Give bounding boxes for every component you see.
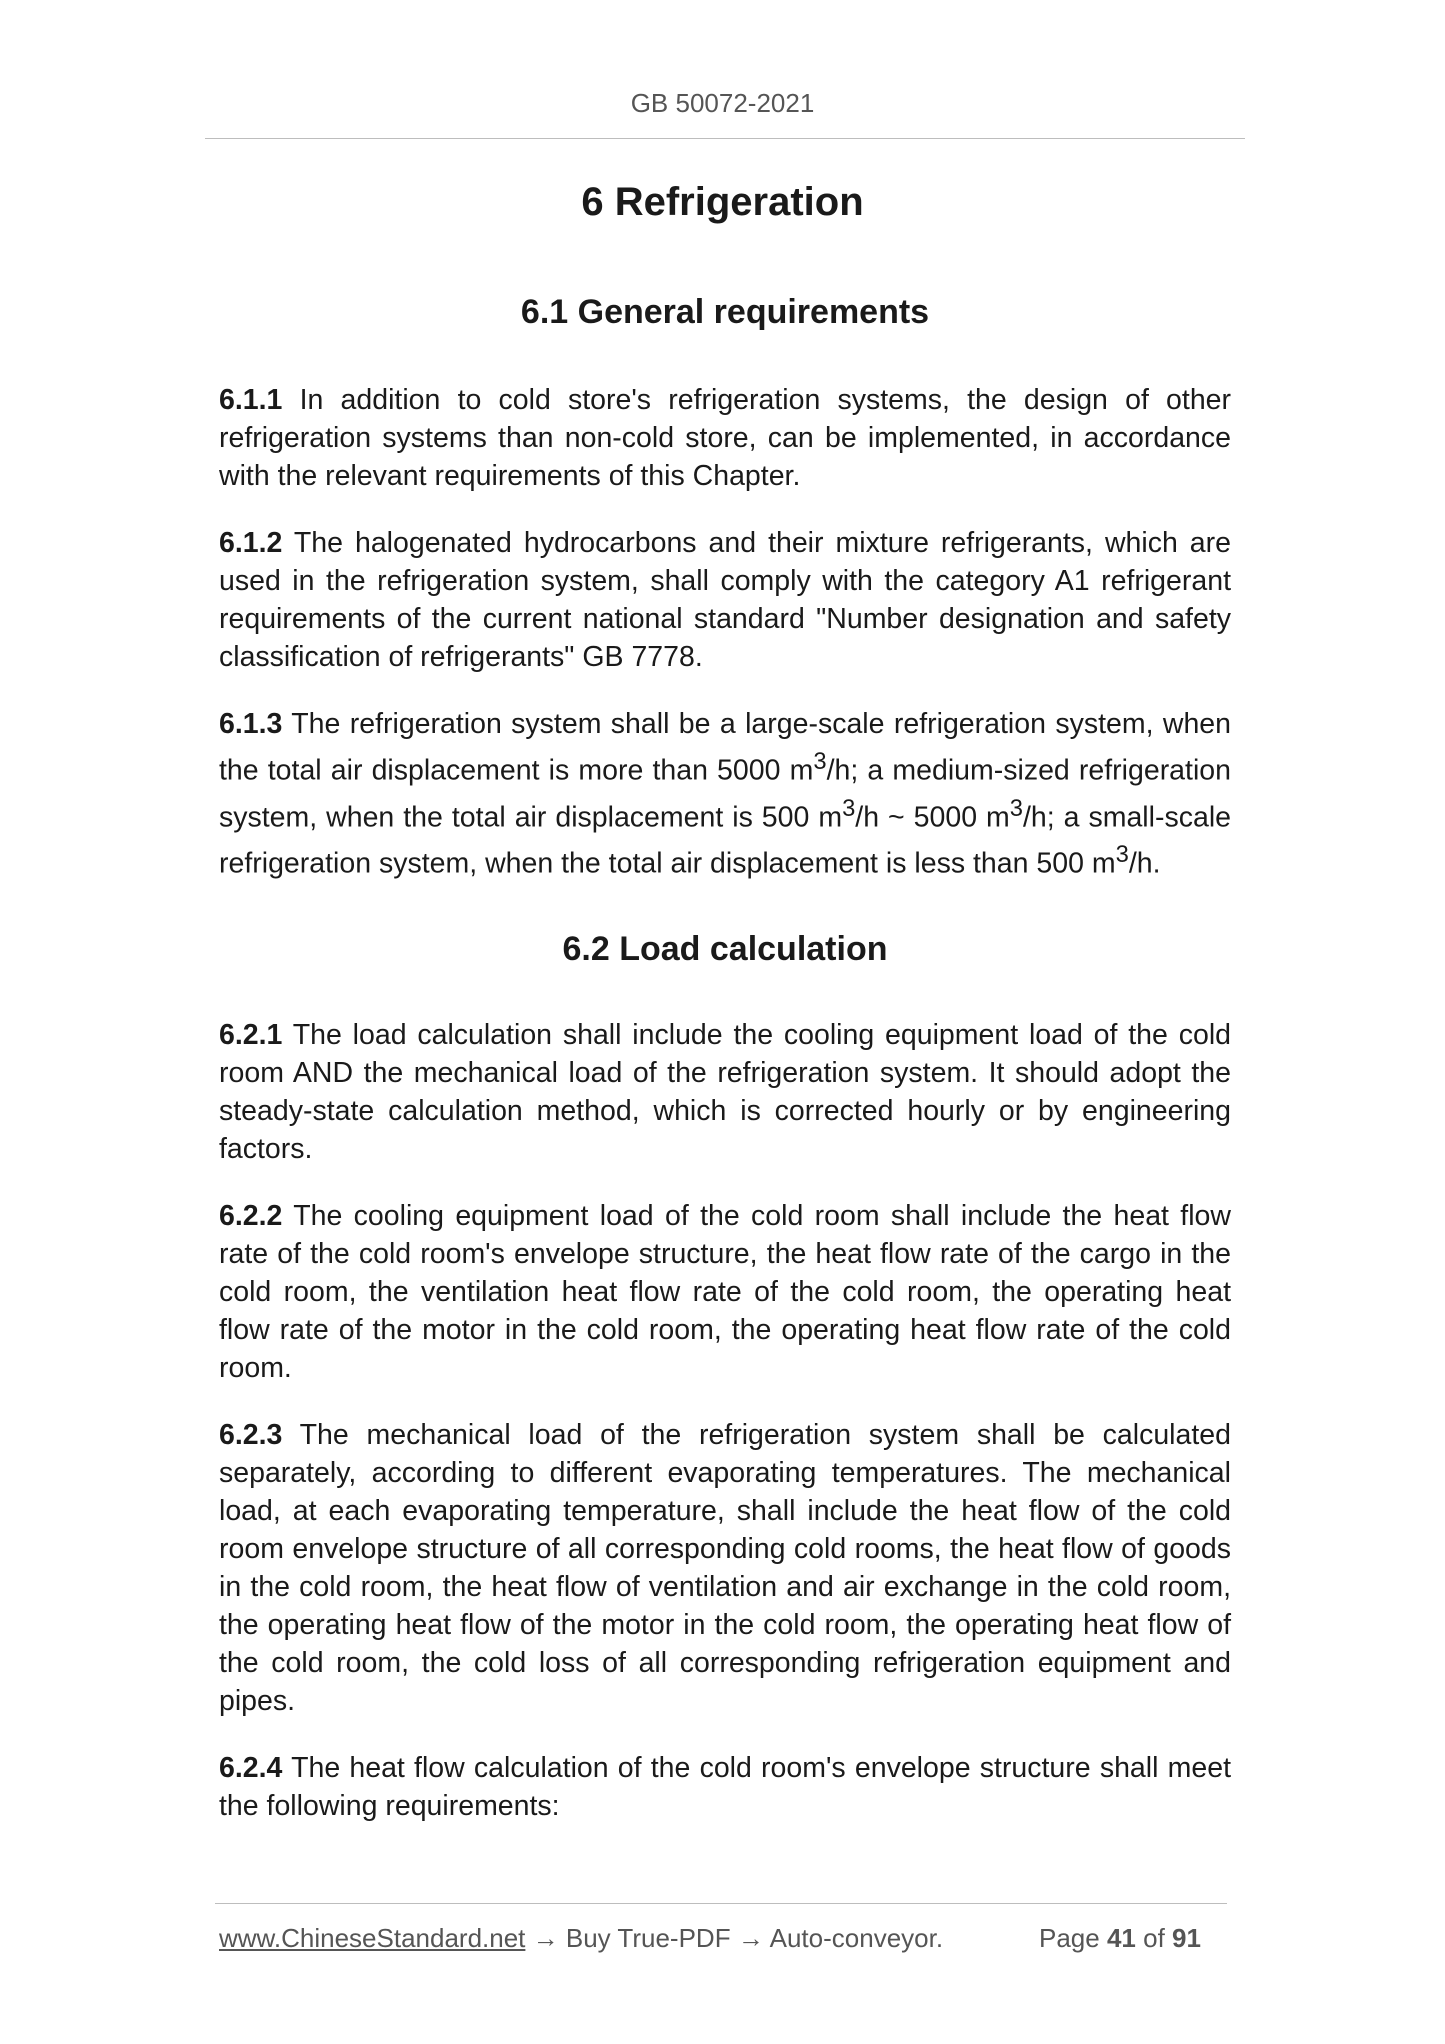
page-number bbox=[1039, 1923, 1201, 1954]
chapter-title: 6 Refrigeration bbox=[581, 180, 864, 224]
arrow-icon: → bbox=[532, 1923, 559, 1953]
standard-code: GB 50072-2021 bbox=[630, 88, 815, 118]
superscript: 3 bbox=[842, 794, 856, 822]
clause-text: The heat flow calculation of the cold room's envelope structure shall meet the following requirements: bbox=[219, 1751, 1231, 1822]
clause-text-part: /h; a medium-sized refrigeration system, when the total air displacement is 500 m bbox=[219, 754, 1231, 833]
section-title-6-2: 6.2 Load calculation bbox=[562, 929, 888, 968]
footer-links bbox=[219, 1923, 943, 1954]
arrow-icon: → bbox=[737, 1923, 764, 1953]
clause-number: 6.2.4 bbox=[219, 1751, 283, 1784]
document-body bbox=[219, 290, 1231, 1854]
of-label: of bbox=[1143, 1923, 1165, 1953]
clause-text-part: /h; a small-scale refrigeration system, when the total air displacement is less than 500 m bbox=[219, 801, 1231, 880]
clause-text: The halogenated hydrocarbons and their mixture refrigerants, which are used in the refrigeration system, shall comply with the category A1 refrigerant requirements of the current national standard "Number designation and safety classification of refrigerants" GB 7778. bbox=[219, 527, 1231, 673]
clause-number: 6.2.2 bbox=[219, 1199, 283, 1232]
clause-text: In addition to cold store's refrigeration systems, the design of other refrigeration systems than non-cold store, can be implemented, in accordance with the relevant requirements of this Chapter. bbox=[219, 384, 1232, 492]
clause-text: The mechanical load of the refrigeration system shall be calculated separately, according to different evaporating temperatures. The mechanical load, at each evaporating temperature, shall include the heat flow of the cold room envelope structure of all corresponding cold rooms, the heat flow of goods in the cold room, the heat flow of ventilation and air exchange in the cold room, the operating heat flow of the motor in the cold room, the operating heat flow of the cold room, the cold loss of all corresponding refrigeration equipment and pipes. bbox=[219, 1418, 1231, 1717]
clause-6-2-3 bbox=[219, 1416, 1231, 1720]
clause-text: The load calculation shall include the cooling equipment load of the cold room AND the mechanical load of the refrigeration system. It should adopt the steady-state calculation method, which is corrected hourly or by engineering factors. bbox=[219, 1018, 1231, 1165]
website-link[interactable]: www.ChineseStandard.net bbox=[219, 1923, 526, 1953]
clause-number: 6.2.1 bbox=[219, 1018, 283, 1051]
auto-conveyor-text: Auto-conveyor. bbox=[769, 1923, 944, 1953]
clause-number: 6.2.3 bbox=[219, 1418, 283, 1451]
clause-6-1-2 bbox=[219, 524, 1231, 676]
clause-6-2-4 bbox=[219, 1749, 1231, 1825]
section-title-6-1: 6.1 General requirements bbox=[520, 293, 930, 331]
document-header bbox=[0, 88, 1445, 119]
header-divider bbox=[205, 138, 1245, 139]
superscript: 3 bbox=[1115, 841, 1129, 868]
clause-text: The cooling equipment load of the cold room shall include the heat flow rate of the cold room's envelope structure, the heat flow rate of the cargo in the cold room, the ventilation heat flow rate of the cold room, the operating heat flow rate of the motor in the cold room, the operating heat flow rate of the cold room. bbox=[219, 1199, 1231, 1384]
clause-6-1-3 bbox=[219, 705, 1231, 883]
clause-text-part: /h ~ 5000 m bbox=[855, 801, 1010, 833]
clause-6-2-2 bbox=[219, 1197, 1231, 1387]
clause-number: 6.1.2 bbox=[219, 527, 283, 559]
clause-text-part: /h. bbox=[1128, 847, 1161, 880]
total-pages: 91 bbox=[1172, 1923, 1201, 1953]
clause-text-part: The refrigeration system shall be a large-scale refrigeration system, when the total air displacement is more than 5000 m bbox=[219, 708, 1231, 787]
page-label: Page bbox=[1039, 1923, 1100, 1953]
current-page: 41 bbox=[1106, 1923, 1136, 1953]
footer-divider bbox=[215, 1903, 1227, 1904]
clause-6-1-1 bbox=[219, 381, 1231, 495]
superscript: 3 bbox=[813, 748, 827, 775]
clause-number: 6.1.1 bbox=[219, 384, 283, 416]
clause-number: 6.1.3 bbox=[219, 708, 283, 740]
buy-true-pdf-text: Buy True-PDF bbox=[565, 1923, 731, 1953]
clause-6-2-1 bbox=[219, 1016, 1231, 1168]
superscript: 3 bbox=[1009, 794, 1023, 822]
